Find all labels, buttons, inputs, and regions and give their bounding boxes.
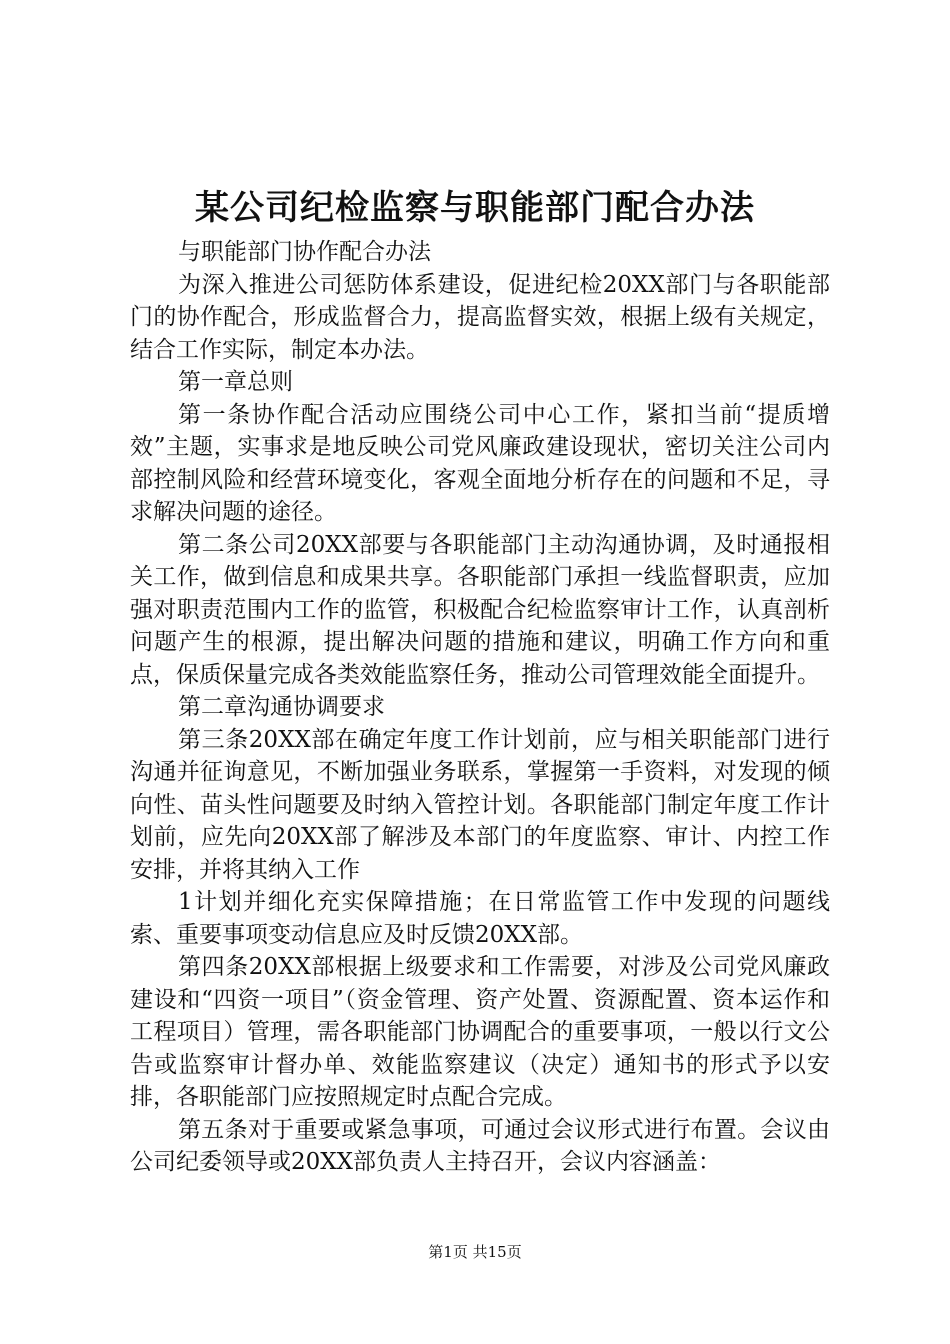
chapter-heading: 第一章总则 — [178, 369, 293, 395]
intro-paragraph: 为深入推进公司惩防体系建设，促进纪检20XX部门与各职能部门的协作配合，形成监督合力，提高监督实效，根据上级有关规定，结合工作实际，制定本办法。 — [130, 271, 830, 363]
article-paragraph: 第二条公司20XX部要与各职能部门主动沟通协调，及时通报相关工作，做到信息和成果共享。各职能部门承担一线监督职责，应加强对职责范围内工作的监管，积极配合纪检监察审计工作，认真剖析问题产生的根源，提出解决问题的措施和建议，明确工作方向和重点，保质保量完成各类效能监察任务，推动公司管理效能全面提升。 — [130, 531, 830, 688]
article-paragraph: 第一条协作配合活动应围绕公司中心工作，紧扣当前“提质增效”主题，实事求是地反映公司党风廉政建设现状，密切关注公司内部控制风险和经营环境变化，客观全面地分析存在的问题和不足，寻求解决问题的途径。 — [130, 401, 830, 525]
article-paragraph: 第四条20XX部根据上级要求和工作需要，对涉及公司党风廉政建设和“四资一项目”（资金管理、资产处置、资源配置、资本运作和工程项目）管理，需各职能部门协调配合的重要事项，一般以行文公告或监察审计督办单、效能监察建议（决定）通知书的形式予以安排，各职能部门应按照规定时点配合完成。 — [130, 954, 830, 1110]
document-body — [130, 236, 830, 1179]
page-footer: 第1页 共15页 — [428, 1243, 522, 1261]
article-paragraph: 1计划并细化充实保障措施；在日常监管工作中发现的问题线索、重要事项变动信息应及时反馈20XX部。 — [130, 889, 830, 948]
article-paragraph: 第五条对于重要或紧急事项，可通过会议形式进行布置。会议由公司纪委领导或20XX部负责人主持召开，会议内容涵盖： — [130, 1116, 830, 1175]
subtitle-paragraph: 与职能部门协作配合办法 — [178, 239, 431, 265]
article-paragraph: 第三条20XX部在确定年度工作计划前，应与相关职能部门进行沟通并征询意见，不断加强业务联系，掌握第一手资料，对发现的倾向性、苗头性问题要及时纳入管控计划。各职能部门制定年度工作计划前，应先向20XX部了解涉及本部门的年度监察、审计、内控工作安排，并将其纳入工作 — [130, 726, 830, 883]
document-title: 某公司纪检监察与职能部门配合办法 — [195, 188, 755, 228]
chapter-heading: 第二章沟通协调要求 — [178, 694, 385, 720]
